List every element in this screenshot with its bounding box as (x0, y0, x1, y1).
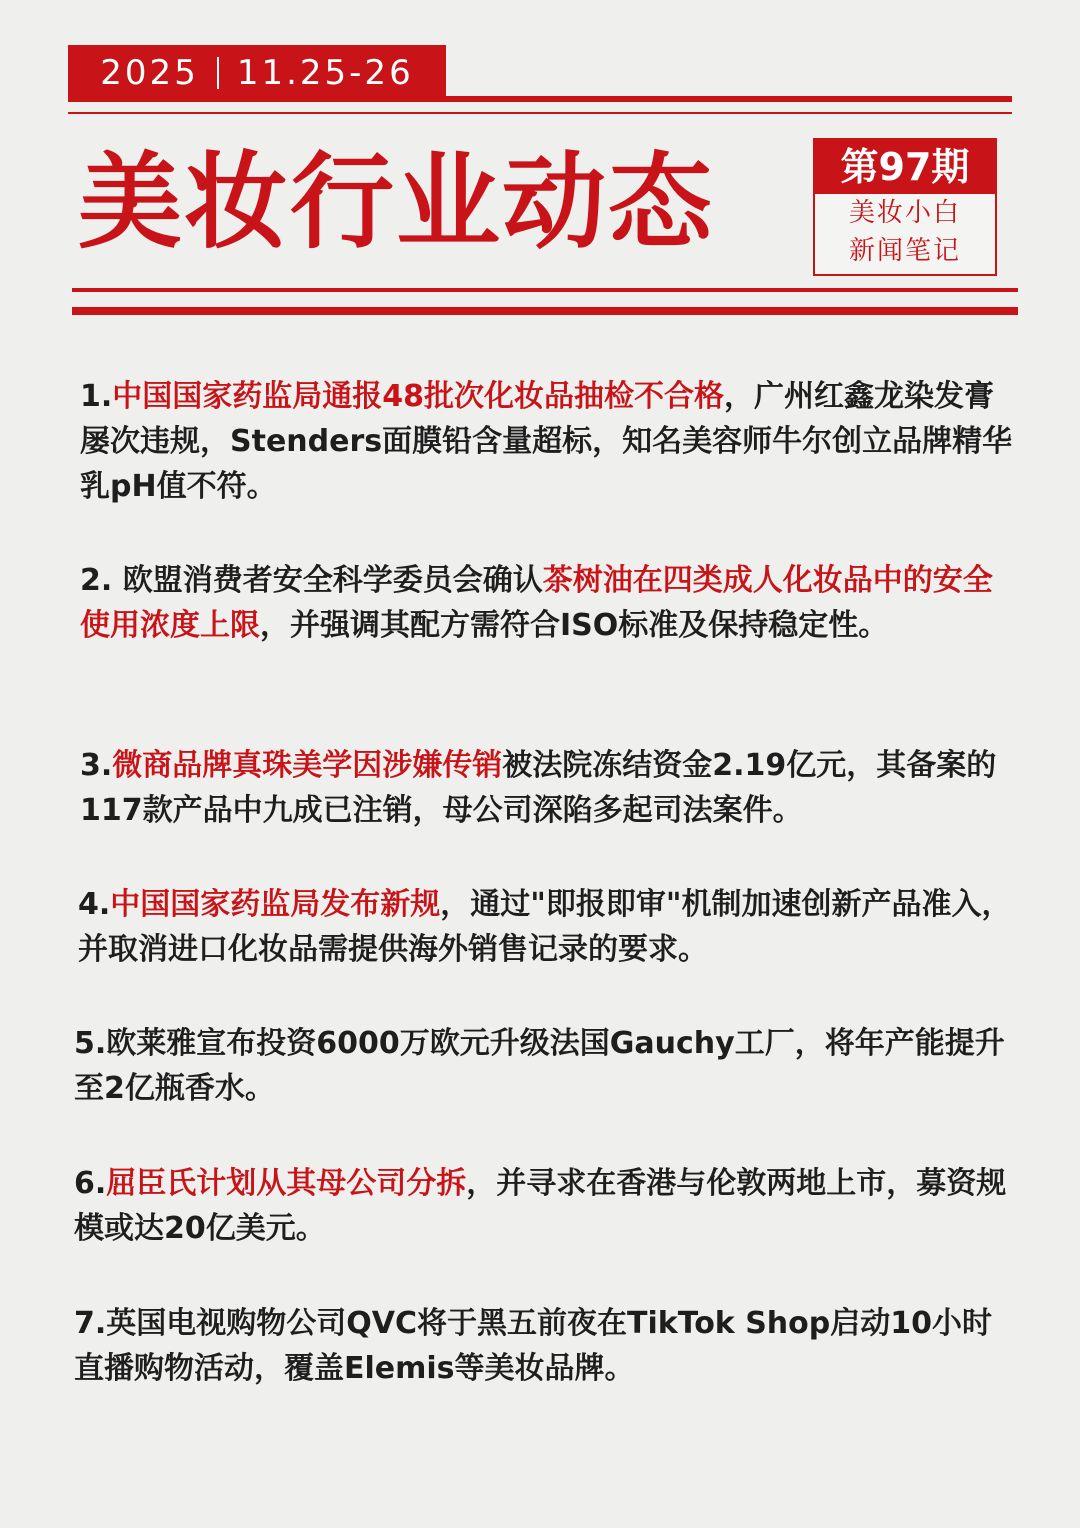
date-separator (217, 57, 219, 89)
top-rule-thin (68, 112, 1012, 114)
column-name-line1: 美妆小白 (848, 198, 961, 228)
news-item-4: 4.中国国家药监局发布新规，通过"即报即审"机制加速创新产品准入，并取消进口化妆品需提供海外销售记录的要求。 (78, 887, 1012, 967)
news-item-7: 7.英国电视购物公司QVC将于黑五前夜在TikTok Shop启动10小时直播购物活动，覆盖Elemis等美妆品牌。 (74, 1306, 992, 1386)
issue-box (813, 138, 997, 276)
news-highlight: 茶树油在四类成人化妆品中的安全使用浓度上限 (80, 563, 993, 643)
news-highlight: 微商品牌真珠美学因涉嫌传销 (112, 748, 503, 783)
date-bar (68, 45, 446, 101)
date-range-label: 11.25-26 (236, 53, 414, 93)
news-item-2: 2. 欧盟消费者安全科学委员会确认茶树油在四类成人化妆品中的安全使用浓度上限，并强调其配方需符合ISO标准及保持稳定性。 (80, 563, 993, 643)
news-item-6: 6.屈臣氏计划从其母公司分拆，并寻求在香港与伦敦两地上市，募资规模或达20亿美元。 (74, 1166, 1007, 1246)
bottom-rule-thick (72, 307, 1018, 315)
news-highlight: 屈臣氏计划从其母公司分拆 (106, 1166, 467, 1201)
page-title: 美妆行业动态 (78, 141, 715, 263)
news-highlight: 中国国家药监局通报48批次化妆品抽检不合格 (112, 379, 725, 414)
news-item-3: 3.微商品牌真珠美学因涉嫌传销被法院冻结资金2.19亿元，其备案的117款产品中九成已注销，母公司深陷多起司法案件。 (80, 748, 997, 828)
top-rule-thick (68, 96, 1012, 102)
news-item-1: 1.中国国家药监局通报48批次化妆品抽检不合格，广州红鑫龙染发膏屡次违规，Stenders面膜铅含量超标，知名美容师牛尔创立品牌精华乳pH值不符。 (80, 379, 1013, 504)
column-name-line2: 新闻笔记 (848, 236, 961, 266)
issue-number: 第97期 (815, 140, 995, 194)
news-highlight: 中国国家药监局发布新规 (110, 887, 441, 922)
year-label: 2025 (100, 53, 199, 93)
news-item-5: 5.欧莱雅宣布投资6000万欧元升级法国Gauchy工厂，将年产能提升至2亿瓶香水。 (74, 1026, 1005, 1106)
bottom-rule-thin (72, 288, 1018, 292)
